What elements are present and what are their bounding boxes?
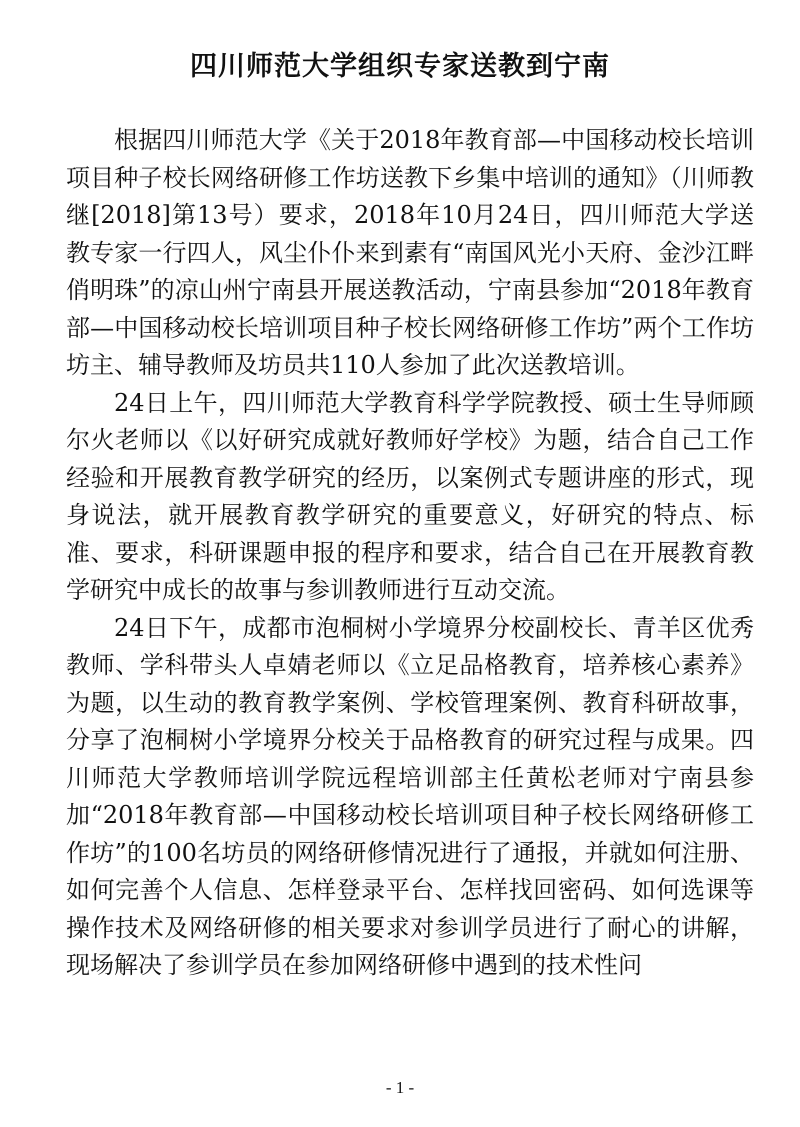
- paragraph-2: 24日上午，四川师范大学教育科学学院教授、硕士生导师顾尔火老师以《以好研究成就好教师好学校》为题，结合自己工作经验和开展教育教学研究的经历，以案例式专题讲座的形式，现身说法，就开展教育教学研究的重要意义，好研究的特点、标准、要求，科研课题申报的程序和要求，结合自己在开展教育教学研究中成长的故事与参训教师进行互动交流。: [66, 388, 754, 604]
- page-number: - 1 -: [385, 1078, 415, 1097]
- paragraph-1: 根据四川师范大学《关于2018年教育部—中国移动校长培训项目种子校长网络研修工作坊送教下乡集中培训的通知》（川师教继[2018]第13号）要求，2018年10月24日，四川师范大学送教专家一行四人，风尘仆仆来到素有“南国风光小天府、金沙江畔俏明珠”的凉山州宁南县开展送教活动，宁南县参加“2018年教育部—中国移动校长培训项目种子校长网络研修工作坊”两个工作坊坊主、辅导教师及坊员共110人参加了此次送教培训。: [66, 126, 754, 379]
- page-title: 四川师范大学组织专家送教到宁南: [190, 51, 610, 82]
- paragraph-3: 24日下午，成都市泡桐树小学境界分校副校长、青羊区优秀教师、学科带头人卓婧老师以《立足品格教育，培养核心素养》为题，以生动的教育教学案例、学校管理案例、教育科研故事，分享了泡桐树小学境界分校关于品格教育的研究过程与成果。四川师范大学教师培训学院远程培训部主任黄松老师对宁南县参加“2018年教育部—中国移动校长培训项目种子校长网络研修工作坊”的100名坊员的网络研修情况进行了通报，并就如何注册、如何完善个人信息、怎样登录平台、怎样找回密码、如何选课等操作技术及网络研修的相关要求对参训学员进行了耐心的讲解，现场解决了参训学员在参加网络研修中遇到的技术性问: [66, 613, 754, 979]
- article-body: [66, 122, 754, 985]
